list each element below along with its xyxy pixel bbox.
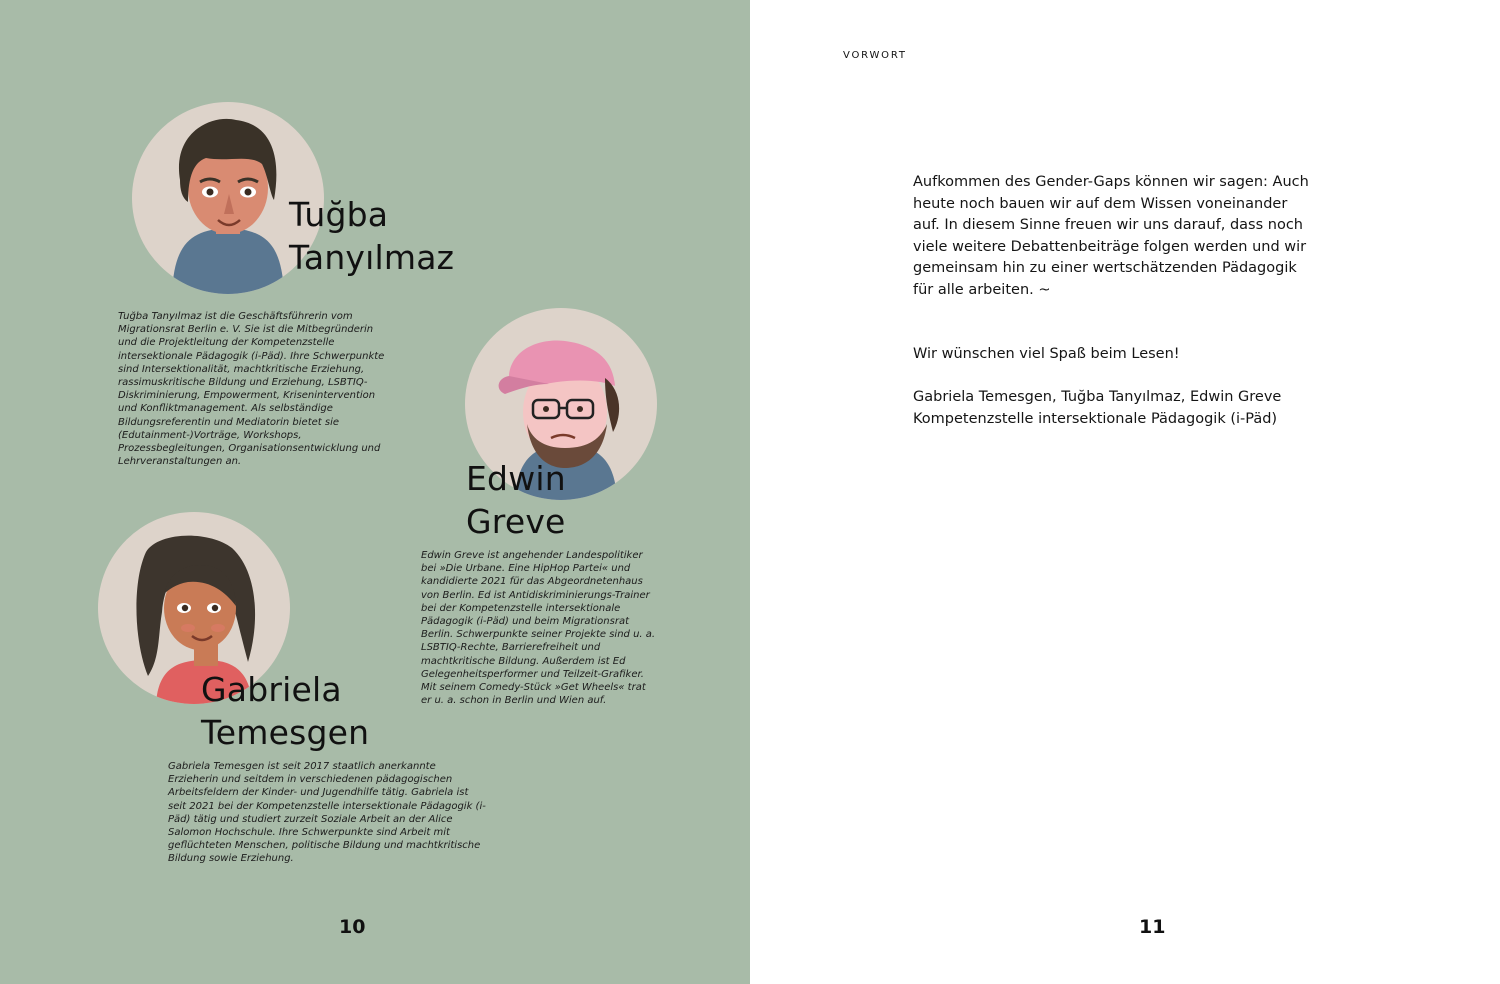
edwin-bio: Edwin Greve ist angehender Landespolitiker bei »Die Urbane. Eine HipHop Partei« und kandidierte 2021 für das Abgeordnetenhaus von Berlin. Ed ist Antidiskriminierungs-Trainer bei der Kompetenzstelle intersektionale Pädagogik (i-Päd) und beim Migrationsrat Berlin. Schwerpunkte seiner Projekte sind u. a. LSBTIQ-Rechte, Barrierefreiheit und machtkritische Bildung. Außerdem ist Ed Gelegenheitsperformer und Teilzeit-Grafiker. Mit seinem Comedy-Stück »Get Wheels« trat er u. a. schon in Berlin und Wien auf. bbox=[421, 550, 656, 707]
wish-paragraph: Wir wünschen viel Spaß beim Lesen! bbox=[913, 346, 1180, 362]
right-page bbox=[750, 0, 1500, 984]
page-number-right: 11 bbox=[1139, 916, 1166, 938]
signature-organisation: Kompetenzstelle intersektionale Pädagogik (i-Päd) bbox=[913, 410, 1278, 427]
tugba-bio: Tuğba Tanyılmaz ist die Geschäftsführerin vom Migrationsrat Berlin e. V. Sie ist die Mitbegründerin und die Projektleitung der Kompetenzstelle intersektionale Pädagogik (i-Päd). Ihre Schwerpunkte sind Intersektionalität, machtkritische Erziehung, rassimuskritische Bildung und Erziehung, LSBTIQ-Diskriminierung, Empowerment, Krisenintervention und Konfliktmanagement. Als selbständige Bildungsreferentin und Mediatorin bietet sie (Edutainment-)Vorträge, Workshops, Prozessbegleitungen, Organisationsentwicklung und Lehrveranstaltungen an. bbox=[118, 311, 385, 468]
tugba-name-line1: Tuğba bbox=[289, 195, 389, 234]
gabriela-name-line1: Gabriela bbox=[201, 670, 342, 709]
edwin-name bbox=[466, 457, 566, 543]
closing-paragraph-text: Aufkommen des Gender-Gaps können wir sagen: Auch heute noch bauen wir auf dem Wissen voneinander auf. In diesem Sinne freuen wir uns darauf, dass noch viele weitere Debattenbeiträge folgen werden und wir gemeinsam hin zu einer wertschätzenden Pädagogik für alle arbeiten. bbox=[913, 174, 1309, 298]
edwin-name-line1: Edwin bbox=[466, 459, 566, 498]
closing-paragraph bbox=[913, 172, 1313, 302]
gabriela-bio: Gabriela Temesgen ist seit 2017 staatlich anerkannte Erzieherin und seitdem in verschiedenen pädagogischen Arbeitsfeldern der Kinder- und Jugendhilfe tätig. Gabriela ist seit 2021 bei der Kompetenzstelle intersektionale Pädagogik (i-Päd) tätig und studiert zurzeit Soziale Arbeit an der Alice Salomon Hochschule. Ihre Schwerpunkte sind Arbeit mit geflüchteten Menschen, politische Bildung und machtkritische Bildung sowie Erziehung. bbox=[168, 761, 486, 865]
page-number-left: 10 bbox=[339, 916, 366, 938]
section-label: VORWORT bbox=[843, 50, 907, 61]
edwin-name-line2: Greve bbox=[466, 502, 566, 541]
gabriela-name-line2: Temesgen bbox=[201, 713, 370, 752]
tugba-name-line2: Tanyılmaz bbox=[289, 238, 455, 277]
end-mark-icon: ~ bbox=[1038, 281, 1051, 298]
signature-names: Gabriela Temesgen, Tuğba Tanyılmaz, Edwin Greve bbox=[913, 389, 1282, 405]
tugba-name bbox=[289, 193, 454, 279]
gabriela-name bbox=[201, 668, 369, 754]
signature-block bbox=[913, 387, 1333, 430]
